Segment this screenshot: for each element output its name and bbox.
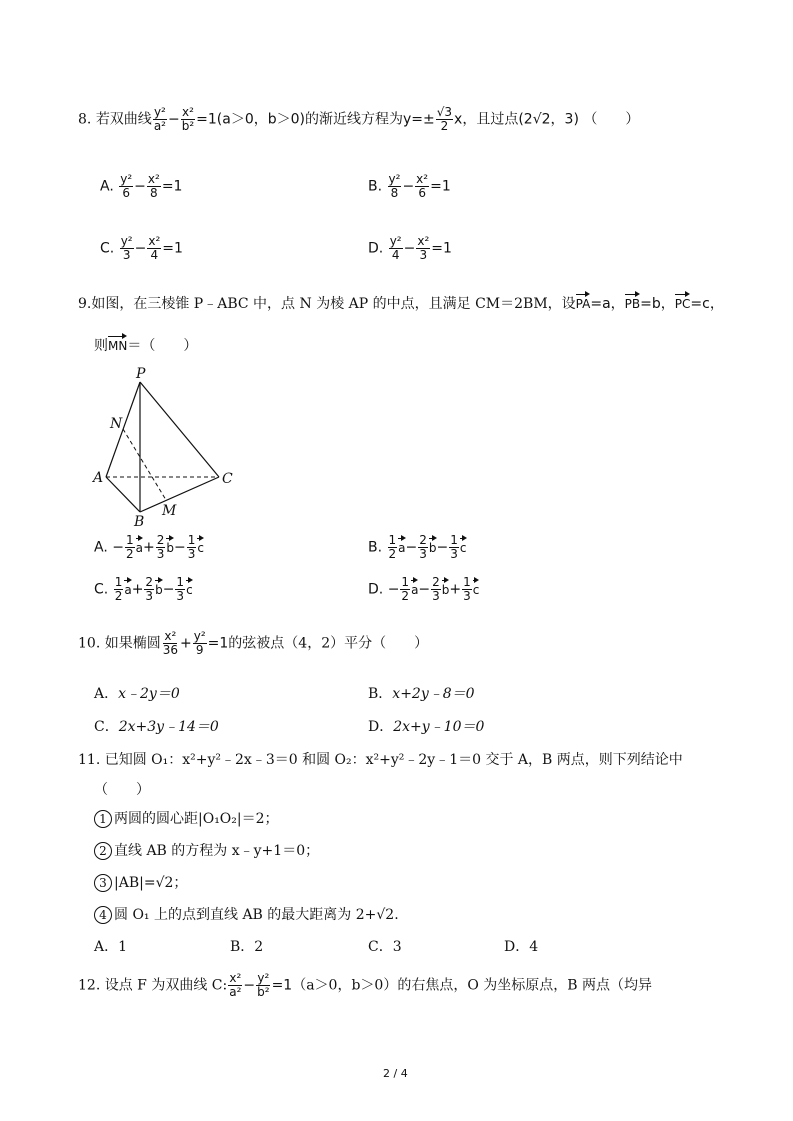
label-n: N: [110, 416, 123, 432]
q8-condition: (a＞0，b＞0)的渐近线方程为: [216, 111, 404, 128]
q8-asym-prefix: y=±: [403, 111, 435, 128]
q8-option-c: C. $\frac{\text{y²}}{3}$ − $\frac{\text{x²}}{4}$ =1: [100, 234, 183, 262]
q9-line2: 则MN＝（ ）: [94, 338, 198, 354]
q8-point: (2√2，3): [518, 111, 579, 128]
q9-option-b: B. $\frac{1}{2}$ a− $\frac{2}{3}$ b− $\frac{1}{3}$ c: [368, 533, 467, 561]
q9-vec-mn: MN: [108, 339, 128, 353]
q9-stem-text: 如图，在三棱锥 P﹣ABC 中，点 N 为棱 AP 的中点，且满足 CM＝2BM，设: [91, 296, 576, 312]
q10-stem: 10. 如果椭圆 $\frac{\text{x²}}{36}$ + $\frac{\text{y²}}{9}$ =1的弦被点（4，2）平分（ ）: [78, 629, 429, 657]
label-a: A: [93, 470, 104, 486]
q8-asym-frac: $\frac{√3}{2}$: [436, 105, 453, 133]
q8-option-b: B. $\frac{\text{y²}}{8}$ − $\frac{\text{x²}}{6}$ =1: [368, 172, 451, 200]
q9-tetrahedron-figure: [88, 362, 248, 532]
q9-stem: 9.如图，在三棱锥 P﹣ABC 中，点 N 为棱 AP 的中点，且满足 CM＝2BM，设PA=a，PB=b，PC=c，: [78, 296, 724, 312]
q10-option-a: A．x﹣2y＝0: [94, 686, 180, 702]
label-c: C: [222, 471, 233, 487]
q8-number: 8.: [78, 111, 92, 128]
q11-stem: 11. 已知圆 O₁：x²+y²﹣2x﹣3＝0 和圆 O₂：x²+y²﹣2y﹣1＝0 交于 A，B 两点，则下列结论中: [78, 752, 683, 768]
q10-option-c: C．2x+3y﹣14＝0: [94, 719, 219, 735]
q8-frac-y: $\frac{\text{y²}}{\text{a²}}$: [153, 105, 166, 133]
label-m: M: [162, 503, 177, 519]
label-p: P: [136, 366, 146, 382]
q8-option-a: A. $\frac{\text{y²}}{6}$ − $\frac{\text{x²}}{8}$ =1: [100, 172, 183, 200]
q10-option-b: B．x+2y﹣8＝0: [368, 686, 475, 702]
q12-stem: 12. 设点 F 为双曲线 C: $\frac{\text{x²}}{\text{a²}}$ − $\frac{\text{y²}}{\text{b²}}$ =1（a＞0，b＞0）的右焦点，O 为坐标原点，B 两点（均异: [78, 971, 652, 999]
q11-option-c: C．3: [368, 939, 402, 955]
q8-stem: 8. 若双曲线 $\frac{\text{y²}}{\text{a²}}$ − $\frac{\text{x²}}{\text{b²}}$ =1(a＞0，b＞0)的渐近线方程为y=± $\frac{√3}{2}$ x，且过点(2√2，3) （ ）: [78, 105, 640, 133]
q8-prefix: 若双曲线: [95, 111, 152, 128]
q11-item-1: 1 两圆的圆心距|O₁O₂|＝2；: [94, 808, 279, 828]
label-b: B: [134, 514, 145, 530]
q8-option-d: D. $\frac{\text{y²}}{4}$ − $\frac{\text{x²}}{3}$ =1: [368, 234, 452, 262]
q10-option-d: D．2x+y﹣10＝0: [368, 719, 485, 735]
q11-item-4: 4 圆 O₁ 上的点到直线 AB 的最大距离为 2+√2.: [94, 904, 399, 924]
q11-option-a: A．1: [94, 939, 128, 955]
q11-option-d: D．4: [504, 939, 539, 955]
q8-asym-suffix: x，且过点: [454, 111, 519, 128]
q9-option-c: C. $\frac{1}{2}$ a+ $\frac{2}{3}$ b− $\frac{1}{3}$ c: [94, 575, 193, 603]
q11-option-b: B．2: [230, 939, 264, 955]
page-number: 2 / 4: [383, 1067, 408, 1080]
q11-blank: （ ）: [94, 782, 150, 798]
q9-option-d: D. − $\frac{1}{2}$ a− $\frac{2}{3}$ b+ $\frac{1}{3}$ c: [368, 575, 480, 603]
q11-item-3: 3 |AB|=√2；: [94, 872, 187, 892]
q8-blank: （ ）: [583, 111, 640, 128]
q9-number: 9.: [78, 296, 92, 312]
q11-item-2: 2 直线 AB 的方程为 x﹣y+1＝0；: [94, 840, 319, 860]
q8-frac-x: $\frac{\text{x²}}{\text{b²}}$: [181, 105, 195, 133]
q9-option-a: A. − $\frac{1}{2}$ a+ $\frac{2}{3}$ b− $\frac{1}{3}$ c: [94, 533, 204, 561]
